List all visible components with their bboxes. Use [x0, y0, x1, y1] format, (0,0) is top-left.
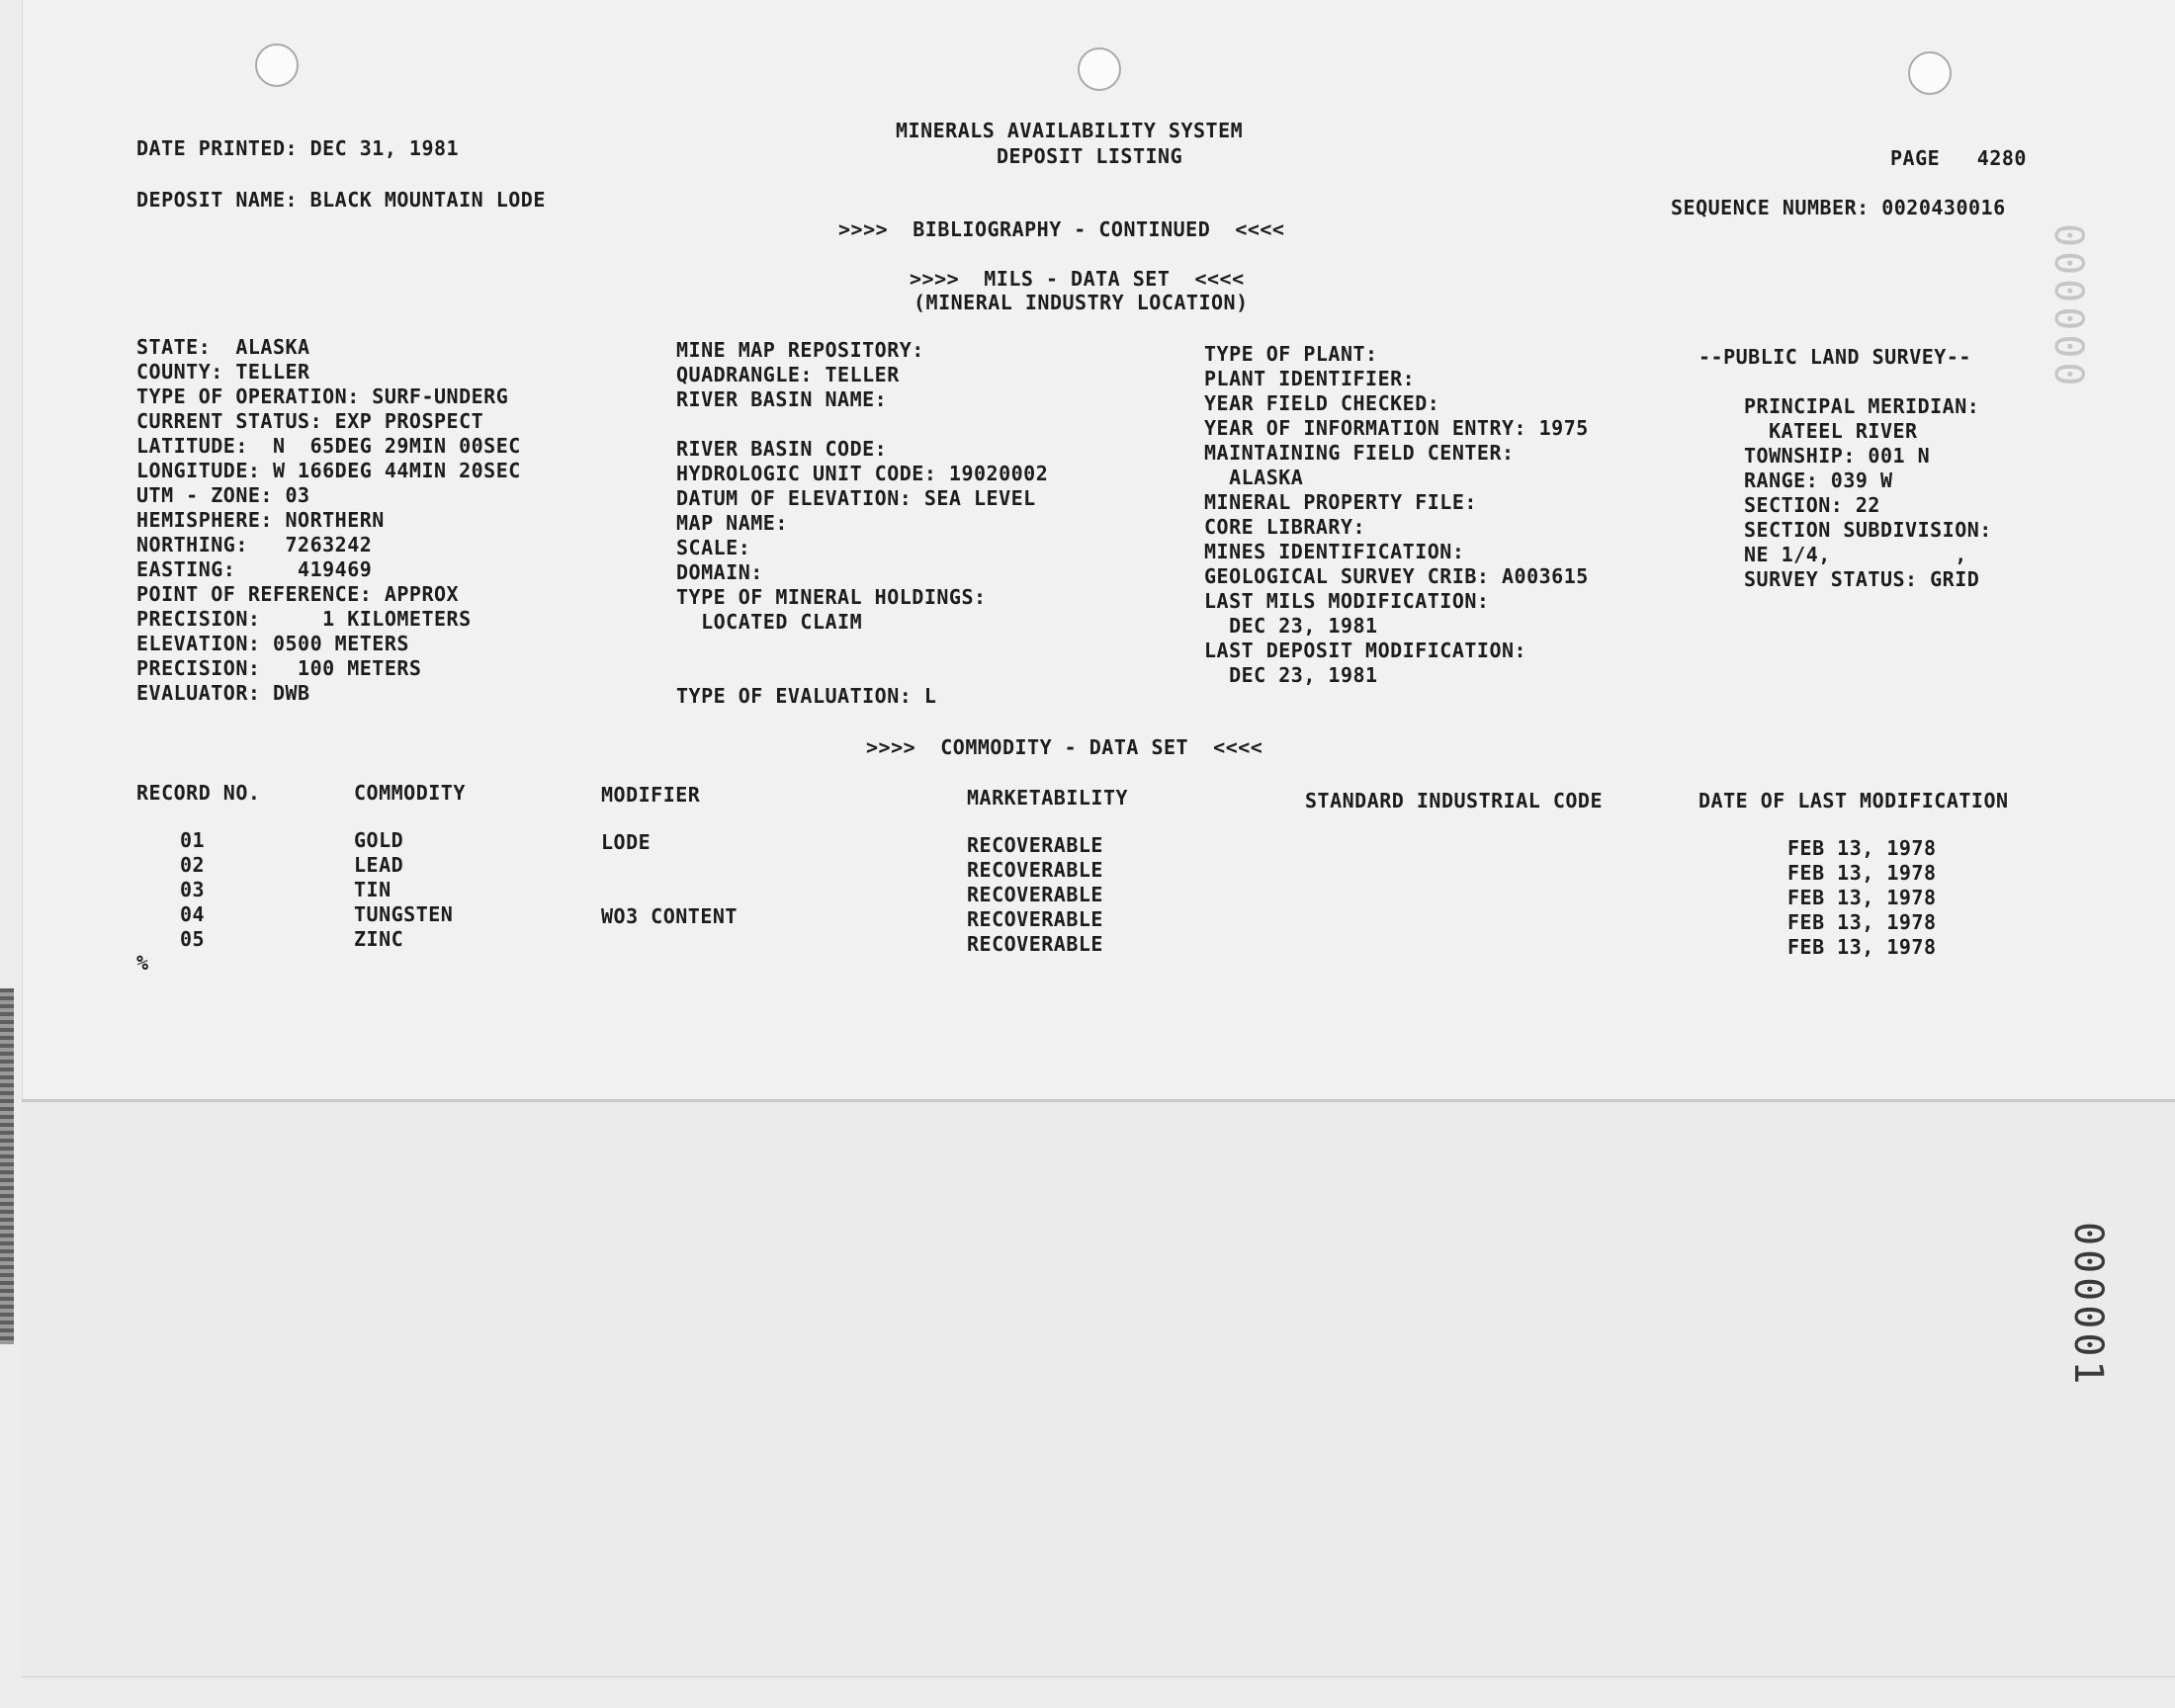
- mils-field: RIVER BASIN CODE:: [676, 437, 888, 461]
- mils-field: NORTHING: 7263242: [136, 533, 373, 556]
- col-header-modifier: MODIFIER: [601, 783, 701, 807]
- survey-field: SECTION: 22: [1744, 493, 1880, 517]
- mils-field: MAINTAINING FIELD CENTER:: [1204, 441, 1515, 465]
- mils-field: TYPE OF EVALUATION: L: [676, 684, 937, 708]
- mils-field: QUADRANGLE: TELLER: [676, 363, 900, 386]
- mils-field: MINES IDENTIFICATION:: [1204, 540, 1465, 563]
- table-row-date: FEB 13, 1978: [1787, 886, 1937, 909]
- table-row-record: 03: [180, 878, 206, 901]
- survey-field: SURVEY STATUS: GRID: [1744, 567, 1980, 591]
- mils-field: STATE: ALASKA: [136, 335, 310, 359]
- scanner-edge-strip: [0, 988, 14, 1344]
- table-row-record: 04: [180, 902, 206, 926]
- survey-field: TOWNSHIP: 001 N: [1744, 444, 1931, 468]
- mils-field: LONGITUDE: W 166DEG 44MIN 20SEC: [136, 459, 521, 482]
- mils-field: PLANT IDENTIFIER:: [1204, 367, 1416, 390]
- sequence-number: SEQUENCE NUMBER: 0020430016: [1671, 196, 2006, 219]
- mils-field: CORE LIBRARY:: [1204, 515, 1366, 539]
- table-row-date: FEB 13, 1978: [1787, 836, 1937, 860]
- table-row-marketability: RECOVERABLE: [967, 833, 1103, 857]
- table-row-commodity: TUNGSTEN: [354, 902, 454, 926]
- mils-heading: >>>> MILS - DATA SET <<<<: [910, 267, 1245, 291]
- mils-field: CURRENT STATUS: EXP PROSPECT: [136, 409, 484, 433]
- mils-field: SCALE:: [676, 536, 751, 559]
- table-row-marketability: RECOVERABLE: [967, 883, 1103, 906]
- table-row-date: FEB 13, 1978: [1787, 935, 1937, 959]
- page-fold-line: [22, 1099, 2175, 1102]
- mils-field: EASTING: 419469: [136, 557, 373, 581]
- mils-field: LAST MILS MODIFICATION:: [1204, 589, 1490, 613]
- faint-frame-stamp: 000000: [2045, 223, 2091, 390]
- mils-subheading: (MINERAL INDUSTRY LOCATION): [914, 291, 1249, 314]
- punch-hole-left: [255, 43, 299, 87]
- table-row-marketability: RECOVERABLE: [967, 932, 1103, 956]
- mils-field: MINE MAP REPOSITORY:: [676, 338, 924, 362]
- table-row-record: 05: [180, 927, 206, 951]
- col-header-commodity: COMMODITY: [354, 781, 466, 805]
- survey-field: RANGE: 039 W: [1744, 469, 1893, 492]
- mils-field: DEC 23, 1981: [1204, 663, 1378, 687]
- mils-field: YEAR FIELD CHECKED:: [1204, 391, 1440, 415]
- lower-page-shade: [22, 1102, 2175, 1676]
- mils-field: TYPE OF OPERATION: SURF-UNDERG: [136, 384, 509, 408]
- mils-field: EVALUATOR: DWB: [136, 681, 310, 705]
- col-header-record-no: RECORD NO.: [136, 781, 261, 805]
- table-row-date: FEB 13, 1978: [1787, 861, 1937, 885]
- mils-field: HYDROLOGIC UNIT CODE: 19020002: [676, 462, 1049, 485]
- mils-field: POINT OF REFERENCE: APPROX: [136, 582, 460, 606]
- mils-field: PRECISION: 100 METERS: [136, 656, 422, 680]
- mils-field: COUNTY: TELLER: [136, 360, 310, 384]
- col-header-date-last-mod: DATE OF LAST MODIFICATION: [1698, 789, 2009, 812]
- mils-field: MINERAL PROPERTY FILE:: [1204, 490, 1477, 514]
- table-row-modifier: WO3 CONTENT: [601, 904, 738, 928]
- survey-field: PRINCIPAL MERIDIAN:: [1744, 394, 1980, 418]
- date-printed: DATE PRINTED: DEC 31, 1981: [136, 136, 460, 160]
- mils-field: TYPE OF PLANT:: [1204, 342, 1378, 366]
- mils-field: MAP NAME:: [676, 511, 788, 535]
- table-row-date: FEB 13, 1978: [1787, 910, 1937, 934]
- mils-field: DATUM OF ELEVATION: SEA LEVEL: [676, 486, 1036, 510]
- col-header-sic: STANDARD INDUSTRIAL CODE: [1305, 789, 1603, 812]
- table-row-record: 01: [180, 828, 206, 852]
- bibliography-heading: >>>> BIBLIOGRAPHY - CONTINUED <<<<: [838, 217, 1285, 241]
- public-land-survey-heading: --PUBLIC LAND SURVEY--: [1698, 345, 1971, 369]
- table-row-commodity: GOLD: [354, 828, 404, 852]
- table-row-commodity: LEAD: [354, 853, 404, 877]
- mils-field: DOMAIN:: [676, 560, 763, 584]
- mils-field: GEOLOGICAL SURVEY CRIB: A003615: [1204, 564, 1589, 588]
- frame-number-stamp: 000001: [2065, 1222, 2111, 1389]
- mils-field: YEAR OF INFORMATION ENTRY: 1975: [1204, 416, 1589, 440]
- punch-hole-right: [1908, 51, 1952, 95]
- listing-title: DEPOSIT LISTING: [997, 144, 1183, 168]
- page-number: PAGE 4280: [1890, 146, 2027, 170]
- mils-field: ELEVATION: 0500 METERS: [136, 632, 409, 655]
- mils-field: LATITUDE: N 65DEG 29MIN 00SEC: [136, 434, 521, 458]
- mils-field: LOCATED CLAIM: [676, 610, 863, 634]
- table-row-commodity: TIN: [354, 878, 392, 901]
- end-of-record-mark: %: [136, 951, 149, 975]
- table-row-record: 02: [180, 853, 206, 877]
- mils-field: LAST DEPOSIT MODIFICATION:: [1204, 639, 1527, 662]
- mils-field: RIVER BASIN NAME:: [676, 387, 888, 411]
- survey-field: SECTION SUBDIVISION:: [1744, 518, 1992, 542]
- mils-field: UTM - ZONE: 03: [136, 483, 310, 507]
- col-header-marketability: MARKETABILITY: [967, 786, 1129, 810]
- mils-field: PRECISION: 1 KILOMETERS: [136, 607, 472, 631]
- survey-field: KATEEL RIVER: [1744, 419, 1918, 443]
- deposit-name: DEPOSIT NAME: BLACK MOUNTAIN LODE: [136, 188, 546, 212]
- commodity-heading: >>>> COMMODITY - DATA SET <<<<: [866, 735, 1263, 759]
- punch-hole-center: [1078, 47, 1121, 91]
- mils-field: DEC 23, 1981: [1204, 614, 1378, 638]
- survey-field: NE 1/4, ,: [1744, 543, 1967, 566]
- mils-field: ALASKA: [1204, 466, 1304, 489]
- table-row-commodity: ZINC: [354, 927, 404, 951]
- table-row-marketability: RECOVERABLE: [967, 907, 1103, 931]
- mils-field: HEMISPHERE: NORTHERN: [136, 508, 385, 532]
- table-row-modifier: LODE: [601, 830, 652, 854]
- system-title: MINERALS AVAILABILITY SYSTEM: [896, 119, 1244, 142]
- mils-field: TYPE OF MINERAL HOLDINGS:: [676, 585, 987, 609]
- table-row-marketability: RECOVERABLE: [967, 858, 1103, 882]
